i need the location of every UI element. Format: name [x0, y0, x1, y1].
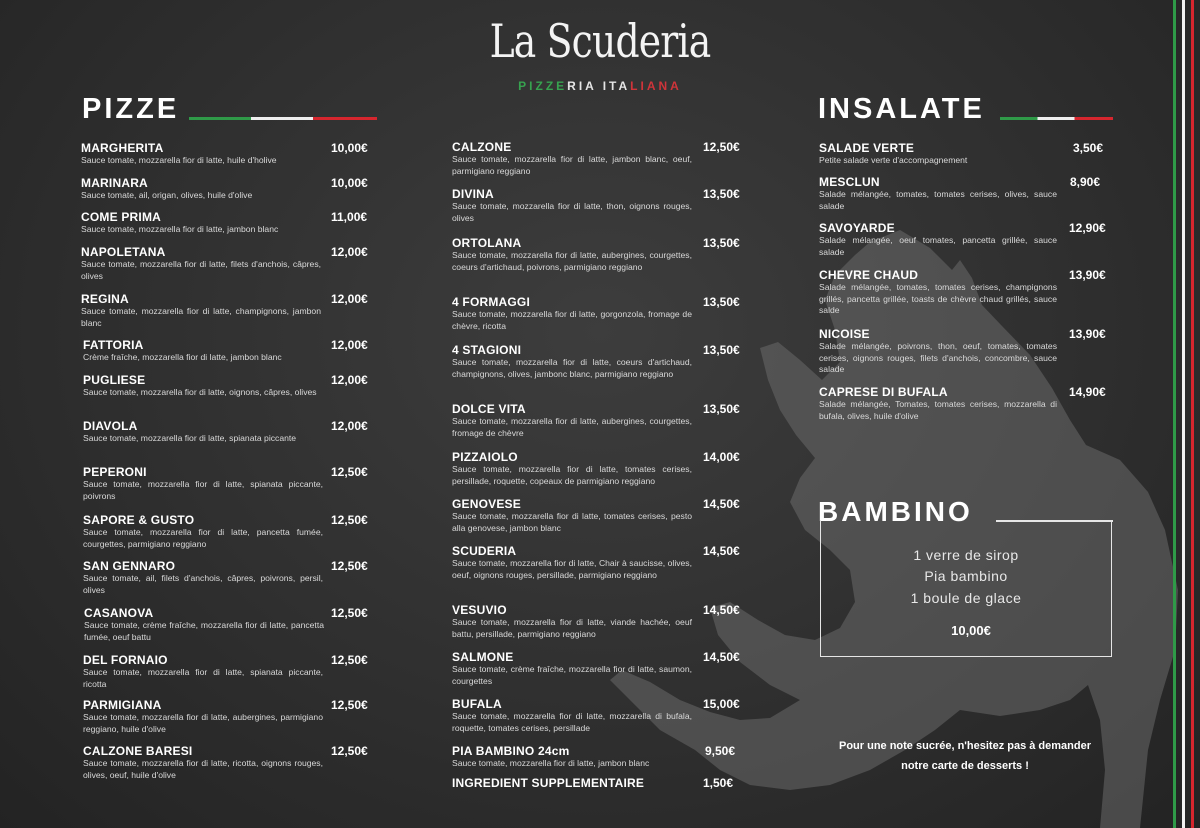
menu-item — [83, 744, 368, 781]
item-description: Sauce tomate, mozzarella fior di latte, spianata piccante, poivrons — [83, 479, 323, 501]
item-description: Sauce tomate, mozzarella fior di latte, oignons, câpres, olives — [83, 387, 317, 397]
item-description: Sauce tomate, crème fraîche, mozzarella fior di latte, pancetta fumée, oeuf battu — [84, 620, 324, 642]
item-name: SAPORE & GUSTO — [83, 513, 195, 527]
menu-item — [819, 175, 1101, 212]
item-description: Sauce tomate, mozzarella fior di latte, spianata piccante — [83, 433, 297, 443]
item-description: Sauce tomate, mozzarella fior di latte, coeurs d'artichaud, champignons, olives, jambonc blanc, parmigiano reggiano — [452, 357, 692, 379]
item-name: CALZONE BARESI — [83, 744, 193, 758]
item-price: 13,90€ — [1069, 327, 1106, 341]
item-price: 9,50€ — [705, 744, 736, 758]
item-description: Sauce tomate, ail, origan, olives, huile d'olive — [81, 190, 253, 200]
restaurant-subtitle — [0, 79, 1200, 93]
item-name: DIVINA — [452, 187, 494, 201]
item-price: 12,00€ — [331, 373, 368, 387]
item-name: ORTOLANA — [452, 236, 522, 250]
item-description: Sauce tomate, mozzarella fior di latte, ricotta, oignons rouges, olives, oeuf, huile d'olive — [83, 758, 323, 780]
menu-item — [452, 140, 740, 177]
item-price: 14,50€ — [703, 650, 740, 664]
menu-item — [83, 465, 368, 502]
item-price: 13,50€ — [703, 402, 740, 416]
item-name: COME PRIMA — [81, 210, 161, 224]
item-price: 14,00€ — [703, 450, 740, 464]
item-name: MARINARA — [81, 176, 148, 190]
menu-item — [452, 744, 736, 770]
bambino-line: 1 boule de glace — [910, 590, 1022, 606]
item-name: CALZONE — [452, 140, 512, 154]
item-description: Petite salade verte d'accompagnement — [819, 155, 968, 165]
menu-item — [83, 419, 368, 445]
menu-item — [83, 559, 368, 596]
item-name: PUGLIESE — [83, 373, 146, 387]
menu-item — [81, 245, 368, 282]
item-description: Salade mélangée, poivrons, thon, oeuf, tomates, tomates cerises, oignons rouges, filets d'anchois, concombre, sauce salade — [819, 341, 1057, 374]
menu-item — [83, 653, 368, 690]
item-price: 12,50€ — [331, 559, 368, 573]
bambino-price: 10,00€ — [951, 623, 991, 638]
menu-item — [452, 650, 740, 687]
item-name: BUFALA — [452, 697, 502, 711]
item-description: Sauce tomate, mozzarella fior di latte, filets d'anchois, câpres, olives — [81, 259, 321, 281]
item-name: GENOVESE — [452, 497, 521, 511]
item-price: 3,50€ — [1073, 141, 1104, 155]
item-price: 13,90€ — [1069, 268, 1106, 282]
item-price: 12,50€ — [331, 744, 368, 758]
flag-stripe-green — [1173, 0, 1176, 828]
subtitle-part-green: PIZZE — [518, 79, 568, 93]
item-description: Sauce tomate, mozzarella fior di latte, Chair à saucisse, olives, oeuf, oignons rouges, persillade, parmigiano reggiano — [452, 558, 692, 580]
item-name: VESUVIO — [452, 603, 507, 617]
menu-item — [452, 697, 740, 734]
menu-item — [452, 450, 740, 487]
bambino-line: Pia bambino — [924, 568, 1008, 584]
menu-item — [81, 176, 368, 202]
menu-item — [81, 210, 368, 236]
item-price: 12,00€ — [331, 292, 368, 306]
item-price: 12,90€ — [1069, 221, 1106, 235]
item-description: Sauce tomate, mozzarella fior di latte, aubergines, parmigiano reggiano, huile d'olive — [83, 712, 323, 734]
item-name: PIA BAMBINO 24cm — [452, 744, 570, 758]
item-price: 1,50€ — [703, 776, 734, 790]
item-description: Salade mélangée, oeuf tomates, pancetta grillée, sauce salade — [819, 235, 1057, 257]
item-description: Sauce tomate, mozzarella fior di latte, champignons, jambon blanc — [81, 306, 321, 328]
section-title-pizze: PIZZE — [82, 93, 180, 125]
menu-item — [452, 497, 740, 534]
item-description: Sauce tomate, mozzarella fior di latte, thon, oignons rouges, olives — [452, 201, 692, 223]
item-description: Sauce tomate, mozzarella fior di latte, jambon blanc — [452, 758, 650, 768]
item-price: 13,50€ — [703, 187, 740, 201]
item-price: 13,50€ — [703, 295, 740, 309]
item-name: INGREDIENT SUPPLEMENTAIRE — [452, 776, 645, 790]
menu-item — [819, 327, 1106, 376]
item-description: Salade mélangée, Tomates, tomates cerises, mozzarella di bufala, olives, huile d'olive — [819, 399, 1057, 421]
item-price: 14,50€ — [703, 603, 740, 617]
item-description: Sauce tomate, mozzarella fior di latte, mozzarella di bufala, roquette, tomates cerises, persillade — [452, 711, 692, 733]
item-price: 12,00€ — [331, 245, 368, 259]
item-description: Sauce tomate, mozzarella fior di latte, aubergines, courgettes, coeurs d'artichaud, poivrons, parmigiano reggiano — [452, 250, 692, 272]
menu-item — [452, 544, 740, 581]
item-name: FATTORIA — [83, 338, 144, 352]
item-price: 10,00€ — [331, 141, 368, 155]
menu-item — [83, 338, 368, 364]
item-name: SALMONE — [452, 650, 514, 664]
flag-stripe-white — [1182, 0, 1185, 828]
item-price: 12,00€ — [331, 338, 368, 352]
item-price: 8,90€ — [1070, 175, 1101, 189]
item-description: Sauce tomate, mozzarella fior di latte, jambon blanc — [81, 224, 279, 234]
item-price: 12,50€ — [331, 465, 368, 479]
item-name: 4 STAGIONI — [452, 343, 522, 357]
menu-item — [452, 603, 740, 640]
menu-item — [81, 292, 368, 329]
item-price: 14,50€ — [703, 497, 740, 511]
item-name: DOLCE VITA — [452, 402, 526, 416]
item-name: REGINA — [81, 292, 129, 306]
menu-item — [83, 698, 368, 735]
menu-item — [83, 373, 368, 399]
item-price: 10,00€ — [331, 176, 368, 190]
item-name: NAPOLETANA — [81, 245, 166, 259]
menu-item — [84, 606, 368, 643]
menu-item — [819, 221, 1106, 258]
item-price: 11,00€ — [331, 210, 368, 224]
item-description: Sauce tomate, mozzarella fior di latte, jambon blanc, oeuf, parmigiano reggiano — [452, 154, 692, 176]
flag-stripe-red — [1191, 0, 1194, 828]
item-name: DIAVOLA — [83, 419, 138, 433]
item-name: PEPERONI — [83, 465, 147, 479]
dessert-note-line-1: Pour une note sucrée, n'hesitez pas à demander — [838, 740, 1092, 752]
item-price: 12,50€ — [331, 606, 368, 620]
menu-item — [452, 402, 740, 439]
item-price: 12,50€ — [331, 513, 368, 527]
item-price: 14,50€ — [703, 544, 740, 558]
item-price: 12,50€ — [331, 698, 368, 712]
item-description: Sauce tomate, mozzarella fior di latte, huile d'holive — [81, 155, 277, 165]
item-name: 4 FORMAGGI — [452, 295, 531, 309]
item-price: 12,50€ — [331, 653, 368, 667]
item-name: PIZZAIOLO — [452, 450, 518, 464]
menu-item — [452, 343, 740, 380]
menu-item — [819, 268, 1106, 317]
item-description: Sauce tomate, mozzarella fior di latte, spianata piccante, ricotta — [83, 667, 323, 689]
item-name: PARMIGIANA — [83, 698, 162, 712]
section-title-insalate: INSALATE — [818, 93, 985, 125]
item-description: Sauce tomate, mozzarella fior di latte, viande hachée, oeuf battu, persillade, parmigiano reggiano — [452, 617, 692, 639]
item-name: DEL FORNAIO — [83, 653, 168, 667]
item-name: CAPRESE DI BUFALA — [819, 385, 948, 399]
item-price: 13,50€ — [703, 343, 740, 357]
subtitle-part-white: RIA ITA — [567, 79, 631, 93]
item-name: SALADE VERTE — [819, 141, 915, 155]
menu-item — [452, 776, 734, 790]
menu-item — [819, 141, 1104, 167]
menu-item — [83, 513, 368, 550]
item-description: Salade mélangée, tomates, tomates cerises, champignons grillés, pancetta grillée, toasts de chèvre chaud grillés, sauce salde — [819, 282, 1057, 315]
item-name: SAVOYARDE — [819, 221, 895, 235]
item-name: SAN GENNARO — [83, 559, 176, 573]
item-description: Sauce tomate, mozzarella fior di latte, tomates cerises, pesto alla genovese, jambon blanc — [452, 511, 692, 533]
restaurant-name: La Scuderia — [489, 14, 711, 68]
item-name: MARGHERITA — [81, 141, 164, 155]
item-description: Sauce tomate, mozzarella fior di latte, pancetta fumée, courgettes, parmigiano reggiano — [83, 527, 323, 549]
item-description: Salade mélangée, tomates, tomates cerises, olives, sauce salade — [819, 189, 1057, 211]
menu-item — [452, 295, 740, 332]
item-name: CASANOVA — [84, 606, 154, 620]
item-price: 13,50€ — [703, 236, 740, 250]
item-price: 12,00€ — [331, 419, 368, 433]
item-description: Sauce tomate, crème fraîche, mozzarella fior di latte, saumon, courgettes — [452, 664, 692, 686]
item-price: 14,90€ — [1069, 385, 1106, 399]
item-price: 12,50€ — [703, 140, 740, 154]
section-title-bambino: BAMBINO — [818, 496, 973, 527]
menu-item — [81, 141, 368, 167]
item-name: NICOISE — [819, 327, 870, 341]
flag-divider-pizze — [189, 117, 377, 120]
item-name: CHEVRE CHAUD — [819, 268, 919, 282]
menu-item — [452, 236, 740, 273]
item-description: Crème fraîche, mozzarella fior di latte, jambon blanc — [83, 352, 282, 362]
item-description: Sauce tomate, ail, filets d'anchois, câpres, poivrons, persil, olives — [83, 573, 323, 595]
menu-item — [452, 187, 740, 224]
item-name: SCUDERIA — [452, 544, 517, 558]
menu-item — [819, 385, 1106, 422]
item-description: Sauce tomate, mozzarella fior di latte, gorgonzola, fromage de chèvre, ricotta — [452, 309, 692, 331]
item-name: MESCLUN — [819, 175, 880, 189]
item-price: 15,00€ — [703, 697, 740, 711]
item-description: Sauce tomate, mozzarella fior di latte, tomates cerises, persillade, roquette, copeaux de parmigiano reggiano — [452, 464, 692, 486]
subtitle-part-red: LIANA — [630, 79, 682, 93]
dessert-note-line-2: notre carte de desserts ! — [901, 760, 1029, 772]
flag-divider-insalate — [1000, 117, 1113, 120]
item-description: Sauce tomate, mozzarella fior di latte, aubergines, courgettes, fromage de chèvre — [452, 416, 692, 438]
bambino-line: 1 verre de sirop — [913, 547, 1019, 563]
